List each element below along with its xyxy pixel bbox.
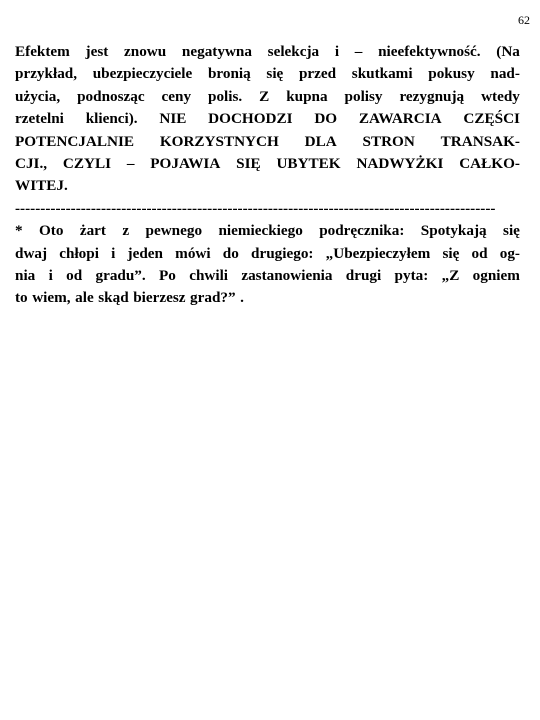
word: ubezpieczyciele: [92, 65, 193, 83]
word: STRON: [362, 132, 415, 150]
word: ale: [75, 289, 94, 307]
word: żart: [79, 222, 106, 240]
word: mówi: [175, 244, 211, 262]
word: drugi: [345, 266, 382, 284]
word: ceny: [161, 87, 192, 105]
word: skutkami: [351, 65, 413, 83]
paragraph-line: [15, 153, 520, 175]
word: Oto: [38, 222, 64, 240]
word: CAŁKO-: [459, 154, 520, 172]
word: użycia,: [15, 87, 61, 105]
word: chłopi: [59, 244, 99, 262]
word: Spotykają: [420, 222, 487, 240]
main-paragraph: [15, 41, 520, 198]
word: *: [15, 222, 23, 240]
word: od: [471, 244, 488, 262]
word: grad?”: [190, 289, 236, 307]
footnote-line: [15, 265, 520, 287]
word: zastanowienia: [241, 266, 333, 284]
word: znowu: [124, 43, 167, 60]
paragraph-line: [15, 86, 520, 108]
word: wtedy: [481, 87, 520, 105]
word: rzetelni: [15, 110, 64, 128]
word: WITEJ.: [15, 177, 68, 195]
word: niemieckiego: [218, 222, 303, 240]
word: do: [222, 244, 239, 262]
word: kupna: [286, 87, 328, 105]
word: klienci).: [85, 110, 138, 128]
word: przykład,: [15, 65, 78, 83]
word: CZYLI: [62, 154, 112, 172]
word: skąd: [98, 289, 129, 307]
paragraph-line: [15, 108, 520, 130]
paragraph-line: [15, 175, 520, 197]
word: POTENCJALNIE: [15, 132, 134, 150]
paragraph-line: [15, 41, 520, 63]
word: KORZYSTNYCH: [159, 132, 279, 150]
word: (Na: [496, 43, 520, 60]
word: nia: [15, 266, 36, 284]
word: bierzesz: [133, 289, 186, 307]
word: NIE: [159, 110, 187, 128]
word: jest: [85, 43, 109, 60]
word: i: [111, 244, 116, 262]
word: nieefektywność.: [378, 43, 481, 60]
word: wiem,: [32, 289, 71, 307]
word: dwaj: [15, 244, 48, 262]
footnote: [15, 220, 520, 310]
word: się: [442, 244, 460, 262]
paragraph-line: [15, 131, 520, 153]
word: SIĘ: [236, 154, 261, 172]
word: pokusy: [428, 65, 475, 83]
word: DLA: [304, 132, 337, 150]
word: CZĘŚCI: [463, 110, 520, 128]
word: jeden: [127, 244, 163, 262]
word: od: [66, 266, 83, 284]
word: ogniem: [472, 266, 520, 284]
paragraph-line: [15, 63, 520, 85]
word: polis.: [208, 87, 243, 105]
word: chwili: [189, 266, 229, 284]
footnote-separator: -----------------------------------------------------------------------------------------------: [15, 199, 496, 217]
word: –: [126, 154, 135, 172]
word: i: [334, 43, 340, 60]
word: NADWYŻKI: [356, 154, 444, 172]
word: negatywna: [181, 43, 252, 60]
word: TRANSAK-: [440, 132, 520, 150]
word: DO: [314, 110, 338, 128]
word: selekcja: [267, 43, 320, 60]
page-content: [15, 41, 520, 310]
word: pewnego: [145, 222, 203, 240]
word: rezygnują: [399, 87, 465, 105]
word: się: [266, 65, 284, 83]
word: UBYTEK: [276, 154, 341, 172]
word: Efektem: [15, 43, 70, 60]
word: z: [122, 222, 130, 240]
word: „Ubezpieczyłem: [325, 244, 431, 262]
word: Po: [159, 266, 176, 284]
word: podnosząc: [77, 87, 145, 105]
word: drugiego:: [251, 244, 314, 262]
word: Z: [259, 87, 270, 105]
word: gradu”.: [95, 266, 146, 284]
word: „Z: [441, 266, 460, 284]
word: przed: [298, 65, 337, 83]
word: POJAWIA: [150, 154, 221, 172]
footnote-line: [15, 220, 520, 242]
word: bronią: [207, 65, 251, 83]
word: og-: [499, 244, 520, 262]
word: się: [503, 222, 520, 240]
word: nad-: [490, 65, 520, 83]
word: CJI.,: [15, 154, 48, 172]
word: pyta:: [394, 266, 429, 284]
word: –: [354, 43, 363, 60]
word: i: [48, 266, 53, 284]
word: ZAWARCIA: [358, 110, 442, 128]
word: DOCHODZI: [208, 110, 293, 128]
footnote-line: [15, 243, 520, 265]
word: .: [240, 289, 244, 307]
word: to: [15, 289, 28, 307]
word: podręcznika:: [319, 222, 405, 240]
page-number: 62: [518, 13, 530, 27]
footnote-line: [15, 287, 520, 309]
word: polisy: [344, 87, 383, 105]
